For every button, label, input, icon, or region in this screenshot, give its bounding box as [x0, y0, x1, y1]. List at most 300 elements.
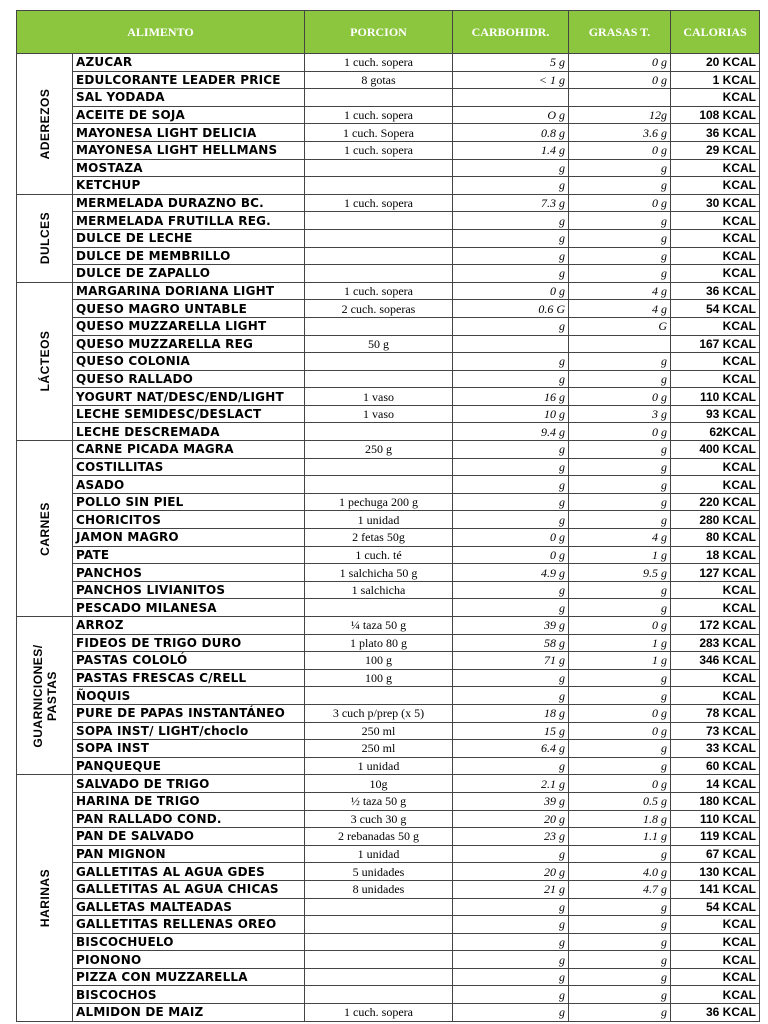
fat-cell: g: [569, 968, 671, 986]
fat-cell: g: [569, 757, 671, 775]
portion-cell: ¼ taza 50 g: [305, 617, 453, 635]
food-name-cell: PIZZA CON MUZZARELLA: [73, 968, 305, 986]
carbs-cell: g: [453, 757, 569, 775]
calories-cell: 180 KCAL: [671, 792, 760, 810]
food-name-cell: AZUCAR: [73, 54, 305, 72]
portion-cell: [305, 951, 453, 969]
calories-cell: 80 KCAL: [671, 529, 760, 547]
food-name-cell: YOGURT NAT/DESC/END/LIGHT: [73, 388, 305, 406]
calories-cell: KCAL: [671, 159, 760, 177]
table-row: [17, 106, 760, 124]
food-name-cell: BISCOCHUELO: [73, 933, 305, 951]
category-cell: [17, 441, 73, 617]
fat-cell: 0 g: [569, 141, 671, 159]
calories-cell: 36 KCAL: [671, 1004, 760, 1022]
food-name-cell: CHORICITOS: [73, 511, 305, 529]
table-row: [17, 353, 760, 371]
fat-cell: g: [569, 247, 671, 265]
fat-cell: g: [569, 265, 671, 283]
category-cell: [17, 194, 73, 282]
table-row: [17, 986, 760, 1004]
carbs-cell: g: [453, 212, 569, 230]
table-row: [17, 669, 760, 687]
carbs-cell: g: [453, 669, 569, 687]
portion-cell: 1 pechuga 200 g: [305, 493, 453, 511]
carbs-cell: g: [453, 951, 569, 969]
table-row: [17, 317, 760, 335]
carbs-cell: g: [453, 476, 569, 494]
fat-cell: g: [569, 511, 671, 529]
category-label: ADEREZOS: [37, 88, 52, 160]
fat-cell: 1 g: [569, 634, 671, 652]
portion-cell: 8 gotas: [305, 71, 453, 89]
table-row: [17, 775, 760, 793]
food-name-cell: PIONONO: [73, 951, 305, 969]
table-row: [17, 493, 760, 511]
table-row: [17, 423, 760, 441]
table-row: [17, 687, 760, 705]
portion-cell: [305, 229, 453, 247]
fat-cell: g: [569, 212, 671, 230]
calories-cell: KCAL: [671, 212, 760, 230]
fat-cell: 4 g: [569, 300, 671, 318]
fat-cell: 4.0 g: [569, 863, 671, 881]
carbs-cell: g: [453, 441, 569, 459]
portion-cell: 2 rebanadas 50 g: [305, 828, 453, 846]
carbs-cell: 4.9 g: [453, 564, 569, 582]
food-name-cell: MERMELADA DURAZNO BC.: [73, 194, 305, 212]
carbs-cell: g: [453, 265, 569, 283]
calories-cell: 78 KCAL: [671, 704, 760, 722]
calories-cell: 110 KCAL: [671, 810, 760, 828]
portion-cell: 1 plato 80 g: [305, 634, 453, 652]
food-name-cell: HARINA DE TRIGO: [73, 792, 305, 810]
calories-cell: KCAL: [671, 89, 760, 107]
fat-cell: g: [569, 476, 671, 494]
carbs-cell: 1.4 g: [453, 141, 569, 159]
food-name-cell: GALLETITAS AL AGUA GDES: [73, 863, 305, 881]
calories-cell: 280 KCAL: [671, 511, 760, 529]
carbs-cell: g: [453, 687, 569, 705]
food-name-cell: PANCHOS LIVIANITOS: [73, 581, 305, 599]
portion-cell: [305, 933, 453, 951]
table-row: [17, 388, 760, 406]
food-name-cell: ALMIDON DE MAIZ: [73, 1004, 305, 1022]
carbs-cell: [453, 335, 569, 353]
calories-cell: 14 KCAL: [671, 775, 760, 793]
fat-cell: g: [569, 669, 671, 687]
carbs-cell: 16 g: [453, 388, 569, 406]
carbs-cell: 5 g: [453, 54, 569, 72]
food-name-cell: DULCE DE LECHE: [73, 229, 305, 247]
carbs-cell: 20 g: [453, 863, 569, 881]
table-row: [17, 300, 760, 318]
portion-cell: 1 unidad: [305, 511, 453, 529]
fat-cell: 0.5 g: [569, 792, 671, 810]
table-body: [17, 54, 760, 1022]
food-name-cell: CARNE PICADA MAGRA: [73, 441, 305, 459]
portion-cell: [305, 159, 453, 177]
food-name-cell: PAN DE SALVADO: [73, 828, 305, 846]
table-row: [17, 792, 760, 810]
carbs-cell: g: [453, 898, 569, 916]
fat-cell: 0 g: [569, 617, 671, 635]
portion-cell: [305, 916, 453, 934]
portion-cell: 1 salchicha: [305, 581, 453, 599]
table-row: [17, 247, 760, 265]
food-name-cell: GALLETITAS AL AGUA CHICAS: [73, 880, 305, 898]
food-name-cell: MAYONESA LIGHT DELICIA: [73, 124, 305, 142]
portion-cell: 1 salchicha 50 g: [305, 564, 453, 582]
calories-cell: 127 KCAL: [671, 564, 760, 582]
fat-cell: 12g: [569, 106, 671, 124]
fat-cell: 0 g: [569, 71, 671, 89]
calories-cell: 29 KCAL: [671, 141, 760, 159]
food-name-cell: QUESO RALLADO: [73, 370, 305, 388]
calories-cell: KCAL: [671, 229, 760, 247]
portion-cell: 10g: [305, 775, 453, 793]
table-row: [17, 1004, 760, 1022]
table-row: [17, 335, 760, 353]
table-row: [17, 617, 760, 635]
food-name-cell: QUESO COLONIA: [73, 353, 305, 371]
calories-cell: KCAL: [671, 247, 760, 265]
calories-cell: 167 KCAL: [671, 335, 760, 353]
fat-cell: g: [569, 581, 671, 599]
header-carbohidr: CARBOHIDR.: [453, 11, 569, 54]
calories-cell: 110 KCAL: [671, 388, 760, 406]
fat-cell: g: [569, 229, 671, 247]
header-porcion: PORCION: [305, 11, 453, 54]
fat-cell: 0 g: [569, 388, 671, 406]
portion-cell: [305, 986, 453, 1004]
carbs-cell: g: [453, 493, 569, 511]
carbs-cell: 18 g: [453, 704, 569, 722]
portion-cell: [305, 212, 453, 230]
calories-cell: KCAL: [671, 370, 760, 388]
calories-cell: KCAL: [671, 458, 760, 476]
portion-cell: 250 ml: [305, 740, 453, 758]
category-label: CARNES: [37, 501, 52, 556]
calories-cell: 73 KCAL: [671, 722, 760, 740]
table-row: [17, 282, 760, 300]
portion-cell: [305, 458, 453, 476]
calories-cell: KCAL: [671, 177, 760, 195]
fat-cell: g: [569, 898, 671, 916]
portion-cell: 2 fetas 50g: [305, 529, 453, 547]
food-name-cell: KETCHUP: [73, 177, 305, 195]
food-name-cell: LECHE DESCREMADA: [73, 423, 305, 441]
table-row: [17, 265, 760, 283]
carbs-cell: g: [453, 599, 569, 617]
carbs-cell: 23 g: [453, 828, 569, 846]
carbs-cell: g: [453, 247, 569, 265]
portion-cell: [305, 599, 453, 617]
fat-cell: 4.7 g: [569, 880, 671, 898]
fat-cell: 0 g: [569, 423, 671, 441]
calories-cell: 62KCAL: [671, 423, 760, 441]
calories-cell: 141 KCAL: [671, 880, 760, 898]
nutrition-table: [16, 10, 760, 1022]
carbs-cell: [453, 89, 569, 107]
portion-cell: 5 unidades: [305, 863, 453, 881]
portion-cell: 1 cuch. sopera: [305, 194, 453, 212]
carbs-cell: < 1 g: [453, 71, 569, 89]
portion-cell: 1 cuch. sopera: [305, 106, 453, 124]
portion-cell: 50 g: [305, 335, 453, 353]
portion-cell: 100 g: [305, 669, 453, 687]
category-cell: [17, 54, 73, 195]
header-row: [17, 11, 760, 54]
calories-cell: KCAL: [671, 317, 760, 335]
category-cell: [17, 282, 73, 440]
fat-cell: g: [569, 599, 671, 617]
calories-cell: 60 KCAL: [671, 757, 760, 775]
calories-cell: KCAL: [671, 933, 760, 951]
table-row: [17, 704, 760, 722]
carbs-cell: 0 g: [453, 546, 569, 564]
table-row: [17, 740, 760, 758]
carbs-cell: g: [453, 177, 569, 195]
carbs-cell: 0 g: [453, 282, 569, 300]
food-name-cell: GALLETITAS RELLENAS OREO: [73, 916, 305, 934]
carbs-cell: g: [453, 968, 569, 986]
food-name-cell: MARGARINA DORIANA LIGHT: [73, 282, 305, 300]
table-row: [17, 880, 760, 898]
food-name-cell: GALLETAS MALTEADAS: [73, 898, 305, 916]
portion-cell: 2 cuch. soperas: [305, 300, 453, 318]
carbs-cell: g: [453, 1004, 569, 1022]
food-name-cell: PATE: [73, 546, 305, 564]
portion-cell: 1 cuch. Sopera: [305, 124, 453, 142]
calories-cell: KCAL: [671, 968, 760, 986]
table-row: [17, 546, 760, 564]
food-name-cell: ASADO: [73, 476, 305, 494]
fat-cell: g: [569, 159, 671, 177]
food-name-cell: JAMON MAGRO: [73, 529, 305, 547]
table-row: [17, 916, 760, 934]
table-row: [17, 89, 760, 107]
table-row: [17, 159, 760, 177]
calories-cell: 172 KCAL: [671, 617, 760, 635]
food-name-cell: SAL YODADA: [73, 89, 305, 107]
food-name-cell: MOSTAZA: [73, 159, 305, 177]
calories-cell: 1 KCAL: [671, 71, 760, 89]
portion-cell: [305, 968, 453, 986]
fat-cell: g: [569, 458, 671, 476]
table-row: [17, 177, 760, 195]
portion-cell: [305, 353, 453, 371]
fat-cell: G: [569, 317, 671, 335]
portion-cell: 100 g: [305, 652, 453, 670]
carbs-cell: g: [453, 581, 569, 599]
carbs-cell: 15 g: [453, 722, 569, 740]
portion-cell: 1 cuch. té: [305, 546, 453, 564]
portion-cell: [305, 423, 453, 441]
fat-cell: 4 g: [569, 529, 671, 547]
calories-cell: 36 KCAL: [671, 124, 760, 142]
food-name-cell: QUESO MUZZARELLA LIGHT: [73, 317, 305, 335]
portion-cell: 1 unidad: [305, 757, 453, 775]
portion-cell: 3 cuch p/prep (x 5): [305, 704, 453, 722]
table-row: [17, 757, 760, 775]
fat-cell: 0 g: [569, 704, 671, 722]
fat-cell: g: [569, 353, 671, 371]
calories-cell: 108 KCAL: [671, 106, 760, 124]
carbs-cell: g: [453, 845, 569, 863]
portion-cell: 250 ml: [305, 722, 453, 740]
food-name-cell: ACEITE DE SOJA: [73, 106, 305, 124]
table-row: [17, 476, 760, 494]
carbs-cell: 20 g: [453, 810, 569, 828]
portion-cell: 250 g: [305, 441, 453, 459]
fat-cell: g: [569, 441, 671, 459]
portion-cell: ½ taza 50 g: [305, 792, 453, 810]
fat-cell: 3.6 g: [569, 124, 671, 142]
carbs-cell: 0.6 G: [453, 300, 569, 318]
fat-cell: 9.5 g: [569, 564, 671, 582]
portion-cell: [305, 898, 453, 916]
table-row: [17, 722, 760, 740]
carbs-cell: g: [453, 458, 569, 476]
food-name-cell: MERMELADA FRUTILLA REG.: [73, 212, 305, 230]
category-label: LÁCTEOS: [37, 330, 52, 392]
fat-cell: 0 g: [569, 54, 671, 72]
calories-cell: KCAL: [671, 265, 760, 283]
food-name-cell: ÑOQUIS: [73, 687, 305, 705]
fat-cell: g: [569, 845, 671, 863]
fat-cell: g: [569, 370, 671, 388]
carbs-cell: g: [453, 986, 569, 1004]
carbs-cell: 9.4 g: [453, 423, 569, 441]
calories-cell: 33 KCAL: [671, 740, 760, 758]
fat-cell: g: [569, 177, 671, 195]
table-row: [17, 634, 760, 652]
food-name-cell: ARROZ: [73, 617, 305, 635]
food-name-cell: BISCOCHOS: [73, 986, 305, 1004]
fat-cell: g: [569, 687, 671, 705]
food-name-cell: PASTAS FRESCAS C/RELL: [73, 669, 305, 687]
category-cell: [17, 617, 73, 775]
portion-cell: [305, 265, 453, 283]
calories-cell: 36 KCAL: [671, 282, 760, 300]
table-row: [17, 845, 760, 863]
calories-cell: 54 KCAL: [671, 300, 760, 318]
portion-cell: [305, 89, 453, 107]
calories-cell: KCAL: [671, 476, 760, 494]
fat-cell: [569, 89, 671, 107]
table-row: [17, 599, 760, 617]
fat-cell: [569, 335, 671, 353]
food-name-cell: SOPA INST/ LIGHT/choclo: [73, 722, 305, 740]
carbs-cell: g: [453, 317, 569, 335]
portion-cell: 1 cuch. sopera: [305, 54, 453, 72]
calories-cell: 400 KCAL: [671, 441, 760, 459]
food-name-cell: FIDEOS DE TRIGO DURO: [73, 634, 305, 652]
calories-cell: KCAL: [671, 916, 760, 934]
fat-cell: 1.8 g: [569, 810, 671, 828]
calories-cell: 54 KCAL: [671, 898, 760, 916]
portion-cell: 1 vaso: [305, 405, 453, 423]
calories-cell: 93 KCAL: [671, 405, 760, 423]
calories-cell: KCAL: [671, 599, 760, 617]
portion-cell: [305, 687, 453, 705]
calories-cell: KCAL: [671, 669, 760, 687]
portion-cell: 1 unidad: [305, 845, 453, 863]
table-row: [17, 863, 760, 881]
calories-cell: 18 KCAL: [671, 546, 760, 564]
fat-cell: g: [569, 986, 671, 1004]
carbs-cell: 6.4 g: [453, 740, 569, 758]
category-label: GUARNICIONES/ PASTAS: [30, 644, 59, 748]
fat-cell: g: [569, 493, 671, 511]
calories-cell: 119 KCAL: [671, 828, 760, 846]
calories-cell: KCAL: [671, 951, 760, 969]
fat-cell: 1 g: [569, 652, 671, 670]
table-row: [17, 951, 760, 969]
portion-cell: [305, 476, 453, 494]
calories-cell: 346 KCAL: [671, 652, 760, 670]
carbs-cell: 2.1 g: [453, 775, 569, 793]
fat-cell: 0 g: [569, 775, 671, 793]
table-row: [17, 405, 760, 423]
fat-cell: g: [569, 916, 671, 934]
portion-cell: 1 vaso: [305, 388, 453, 406]
table-row: [17, 441, 760, 459]
carbs-cell: g: [453, 916, 569, 934]
calories-cell: 20 KCAL: [671, 54, 760, 72]
table-row: [17, 810, 760, 828]
food-name-cell: COSTILLITAS: [73, 458, 305, 476]
carbs-cell: g: [453, 159, 569, 177]
table-row: [17, 71, 760, 89]
calories-cell: 130 KCAL: [671, 863, 760, 881]
table-row: [17, 458, 760, 476]
table-row: [17, 898, 760, 916]
carbs-cell: O g: [453, 106, 569, 124]
food-name-cell: LECHE SEMIDESC/DESLACT: [73, 405, 305, 423]
table-row: [17, 968, 760, 986]
food-name-cell: MAYONESA LIGHT HELLMANS: [73, 141, 305, 159]
food-name-cell: EDULCORANTE LEADER PRICE: [73, 71, 305, 89]
table-row: [17, 141, 760, 159]
table-row: [17, 529, 760, 547]
food-name-cell: SOPA INST: [73, 740, 305, 758]
food-name-cell: PESCADO MILANESA: [73, 599, 305, 617]
calories-cell: 283 KCAL: [671, 634, 760, 652]
header-calorias: CALORIAS: [671, 11, 760, 54]
carbs-cell: 21 g: [453, 880, 569, 898]
food-name-cell: QUESO MAGRO UNTABLE: [73, 300, 305, 318]
carbs-cell: 71 g: [453, 652, 569, 670]
table-row: [17, 194, 760, 212]
carbs-cell: g: [453, 933, 569, 951]
fat-cell: 1 g: [569, 546, 671, 564]
portion-cell: 1 cuch. sopera: [305, 141, 453, 159]
calories-cell: KCAL: [671, 581, 760, 599]
carbs-cell: 10 g: [453, 405, 569, 423]
food-name-cell: PAN RALLADO COND.: [73, 810, 305, 828]
portion-cell: [305, 370, 453, 388]
carbs-cell: g: [453, 229, 569, 247]
header-alimento: ALIMENTO: [17, 11, 305, 54]
table-row: [17, 124, 760, 142]
portion-cell: 3 cuch 30 g: [305, 810, 453, 828]
carbs-cell: 0.8 g: [453, 124, 569, 142]
header-grasas: GRASAS T.: [569, 11, 671, 54]
fat-cell: 4 g: [569, 282, 671, 300]
portion-cell: 8 unidades: [305, 880, 453, 898]
